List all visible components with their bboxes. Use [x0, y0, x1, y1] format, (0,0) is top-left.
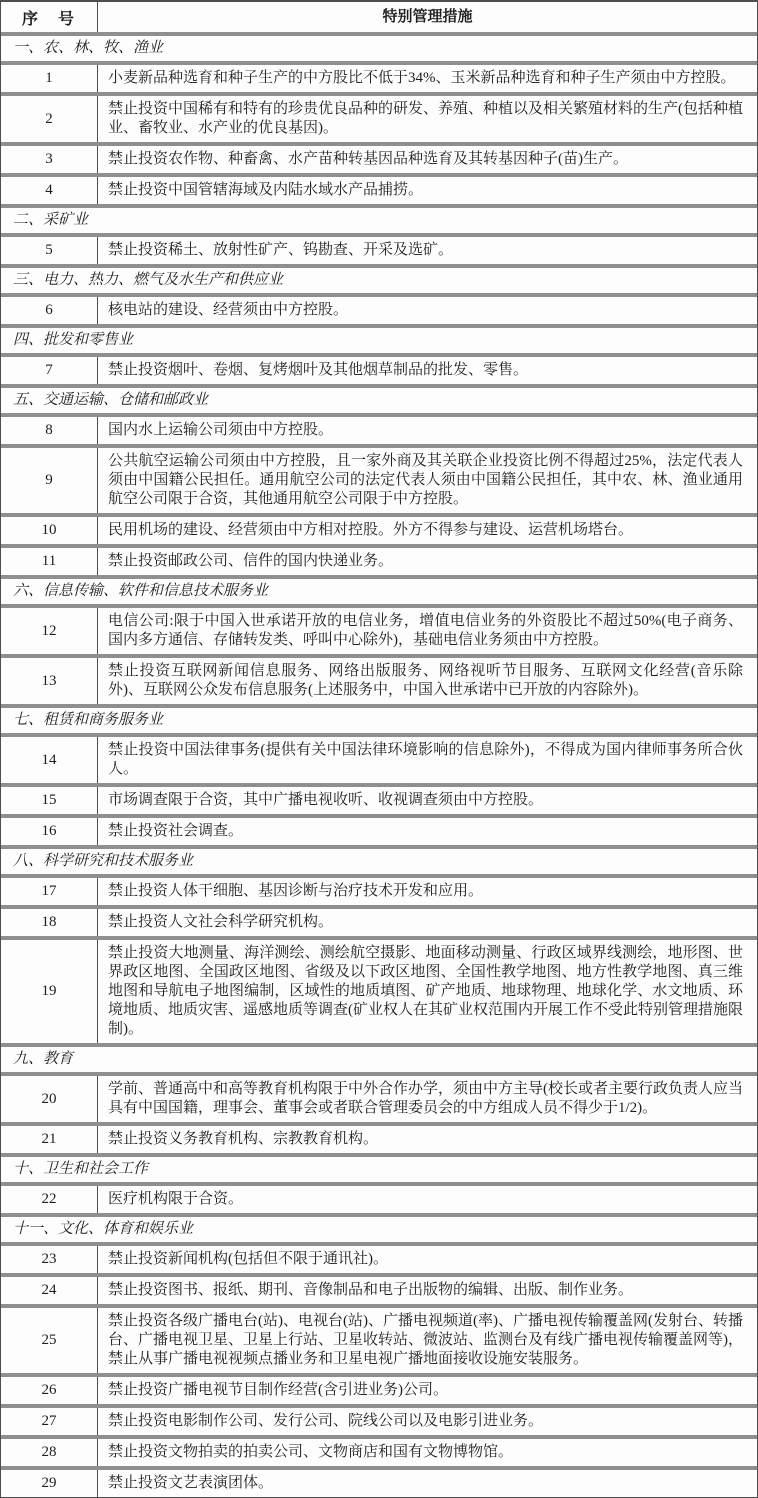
row-number: 22: [1, 1186, 98, 1213]
measure-text: 禁止投资各级广播电台(站)、电视台(站)、广播电视频道(率)、广播电视传输覆盖网(发射台、转播台、广播电视卫星、卫星上行站、卫星收转站、微波站、监测台及有线广播电视传输覆盖网等)，禁止从事广播电视视频点播业务和卫星电视广播地面接收设施安装服务。: [108, 1313, 743, 1367]
row-number: 28: [1, 1439, 98, 1466]
section-header-11: 十一、文化、体育和娱乐业: [1, 1213, 757, 1242]
section-header-2: 二、采矿业: [1, 204, 757, 233]
row-number: 13: [1, 658, 98, 704]
measure-text: 小麦新品种选育和种子生产的中方股比不低于34%、玉米新品种选育和种子生产须由中方控股。: [108, 70, 736, 86]
row-number: 11: [1, 548, 98, 575]
measure-text: 禁止投资文物拍卖的拍卖公司、文物商店和国有文物博物馆。: [108, 1444, 514, 1460]
section-header-10: 十、卫生和社会工作: [1, 1153, 757, 1182]
measure-row-16: [1, 814, 757, 845]
row-number: 4: [1, 177, 98, 204]
measure-text: 市场调查限于合资，其中广播电视收听、收视调查须由中方控股。: [108, 792, 544, 808]
measure-row-14: [1, 733, 757, 783]
measure-text: 禁止投资大地测量、海洋测绘、测绘航空摄影、地面移动测量、行政区域界线测绘，地形图、世界政区地图、全国政区地图、省级及以下政区地图、全国性教学地图、地方性教学地图、真三维地图和导航电子地图编制，区域性的地质填图、矿产地质、地球物理、地球化学、水文地质、环境地质、地质灾害、遥感地质等调查(矿业权人在其矿业权范围内开展工作不受此特别管理措施限制)。: [108, 945, 743, 1037]
row-number: 18: [1, 909, 98, 936]
measure-row-21: [1, 1122, 757, 1153]
row-number: 12: [1, 608, 98, 654]
row-number: 17: [1, 878, 98, 905]
measure-row-15: [1, 783, 757, 814]
measure-row-22: [1, 1182, 757, 1213]
row-number: 23: [1, 1246, 98, 1273]
measure-text: 禁止投资图书、报纸、期刊、音像制品和电子出版物的编辑、出版、制作业务。: [108, 1282, 634, 1298]
measure-text: 禁止投资中国法律事务(提供有关中国法律环境影响的信息除外)，不得成为国内律师事务所合伙人。: [108, 742, 743, 777]
row-number: 10: [1, 517, 98, 544]
measure-row-29: [1, 1466, 757, 1497]
row-number: 14: [1, 737, 98, 783]
measure-text: 禁止投资农作物、种畜禽、水产苗种转基因品种选育及其转基因种子(苗)生产。: [108, 151, 628, 167]
measure-row-13: [1, 654, 757, 704]
measure-row-11: [1, 544, 757, 575]
section-header-8: 八、科学研究和技术服务业: [1, 845, 757, 874]
measure-text: 禁止投资中国稀有和特有的珍贵优良品种的研发、养殖、种植以及相关繁殖材料的生产(包括种植业、畜牧业、水产业的优良基因)。: [108, 101, 743, 136]
row-number: 8: [1, 417, 98, 444]
measure-text: 禁止投资人文社会科学研究机构。: [108, 914, 334, 930]
section-header-5: 五、交通运输、仓储和邮政业: [1, 384, 757, 413]
section-header-6: 六、信息传输、软件和信息技术服务业: [1, 575, 757, 604]
measure-text: 禁止投资电影制作公司、发行公司、院线公司以及电影引进业务。: [108, 1413, 544, 1429]
measure-text: 学前、普通高中和高等教育机构限于中外合作办学，须由中方主导(校长或者主要行政负责人应当具有中国国籍，理事会、董事会或者联合管理委员会的中方组成人员不得少于1/2)。: [108, 1081, 743, 1116]
measure-row-12: [1, 604, 757, 654]
row-number: 1: [1, 65, 98, 92]
measure-row-10: [1, 513, 757, 544]
measure-row-4: [1, 173, 757, 204]
measure-row-5: [1, 233, 757, 264]
measure-row-8: [1, 413, 757, 444]
measure-row-28: [1, 1435, 757, 1466]
section-header-1: 一、农、林、牧、渔业: [1, 32, 757, 61]
measure-text: 公共航空运输公司须由中方控股，且一家外商及其关联企业投资比例不得超过25%，法定代表人须由中国籍公民担任。通用航空公司的法定代表人须由中国籍公民担任，其中农、林、渔业通用航空公司限于合资，其他通用航空公司限于中方控股。: [108, 453, 743, 507]
row-number: 7: [1, 357, 98, 384]
measure-row-6: [1, 293, 757, 324]
row-number: 20: [1, 1076, 98, 1122]
measure-row-24: [1, 1273, 757, 1304]
measure-row-20: [1, 1072, 757, 1122]
row-number: 24: [1, 1277, 98, 1304]
measure-text: 禁止投资互联网新闻信息服务、网络出版服务、网络视听节目服务、互联网文化经营(音乐除外)、互联网公众发布信息服务(上述服务中，中国入世承诺中已开放的内容除外)。: [108, 663, 743, 698]
header-special-measures: 特别管理措施: [382, 8, 473, 25]
measure-text: 禁止投资邮政公司、信件的国内快递业务。: [108, 553, 394, 569]
section-header-3: 三、电力、热力、燃气及水生产和供应业: [1, 264, 757, 293]
measure-text: 禁止投资文艺表演团体。: [108, 1475, 274, 1491]
measure-text: 禁止投资稀土、放射性矿产、钨勘查、开采及选矿。: [108, 242, 454, 258]
row-number: 19: [1, 940, 98, 1043]
row-number: 3: [1, 146, 98, 173]
row-number: 15: [1, 787, 98, 814]
measure-text: 禁止投资人体干细胞、基因诊断与治疗技术开发和应用。: [108, 883, 484, 899]
measure-text: 禁止投资新闻机构(包括但不限于通讯社)。: [108, 1251, 388, 1267]
measure-text: 电信公司:限于中国入世承诺开放的电信业务，增值电信业务的外资股比不超过50%(电子商务、国内多方通信、存储转发类、呼叫中心除外)，基础电信业务须由中方控股。: [108, 613, 743, 648]
measure-text: 核电站的建设、经营须由中方控股。: [108, 302, 349, 318]
section-header-7: 七、租赁和商务服务业: [1, 704, 757, 733]
section-header-4: 四、批发和零售业: [1, 324, 757, 353]
measure-row-1: [1, 61, 757, 92]
measure-row-23: [1, 1242, 757, 1273]
measure-text: 民用机场的建设、经营须由中方相对控股。外方不得参与建设、运营机场塔台。: [108, 522, 634, 538]
measure-row-7: [1, 353, 757, 384]
measure-row-27: [1, 1404, 757, 1435]
measure-text: 医疗机构限于合资。: [108, 1191, 244, 1207]
measure-row-18: [1, 905, 757, 936]
measure-row-17: [1, 874, 757, 905]
row-number: 27: [1, 1408, 98, 1435]
row-number: 5: [1, 237, 98, 264]
row-number: 16: [1, 818, 98, 845]
measure-text: 国内水上运输公司须由中方控股。: [108, 422, 334, 438]
measure-text: 禁止投资烟叶、卷烟、复烤烟叶及其他烟草制品的批发、零售。: [108, 362, 529, 378]
measure-text: 禁止投资义务教育机构、宗教教育机构。: [108, 1131, 379, 1147]
row-number: 29: [1, 1470, 98, 1497]
measure-row-26: [1, 1373, 757, 1404]
measure-text: 禁止投资广播电视节目制作经营(含引进业务)公司。: [108, 1382, 448, 1398]
measure-row-25: [1, 1304, 757, 1373]
header-serial-number: 序 号: [1, 2, 98, 32]
measure-row-19: [1, 936, 757, 1043]
measure-text: 禁止投资中国管辖海域及内陆水域水产品捕捞。: [108, 182, 424, 198]
row-number: 2: [1, 96, 98, 142]
row-number: 26: [1, 1377, 98, 1404]
table-header-row: [1, 2, 757, 32]
row-number: 21: [1, 1126, 98, 1153]
measure-row-9: [1, 444, 757, 513]
measure-text: 禁止投资社会调查。: [108, 823, 244, 839]
row-number: 6: [1, 297, 98, 324]
measure-row-3: [1, 142, 757, 173]
row-number: 9: [1, 448, 98, 513]
section-header-9: 九、教育: [1, 1043, 757, 1072]
measure-row-2: [1, 92, 757, 142]
row-number: 25: [1, 1308, 98, 1373]
